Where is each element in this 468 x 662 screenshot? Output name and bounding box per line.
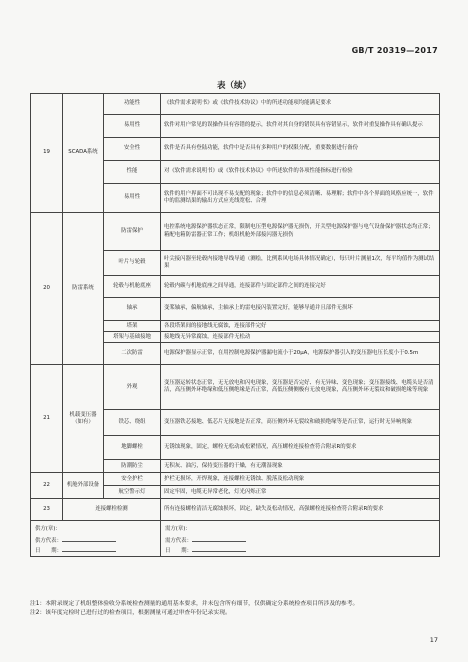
buyer-date-label: 日 期：: [165, 548, 192, 555]
check-content: 变桨轴承，偏航轴承，主轴承上的雷电接闪装置完好，能够导通并且部件无损坏: [161, 298, 440, 321]
supplier-rep-label: 供方代表：: [35, 538, 62, 545]
check-item: 叶片与轮毂: [104, 251, 161, 276]
check-item: 二次防雷: [104, 343, 161, 365]
row-number: 20: [31, 213, 63, 365]
buyer-seal-label: 需方(章)：: [165, 526, 191, 533]
system-name: 防雷系统: [63, 213, 104, 365]
check-content: 变压器铁芯接地、低芯片无接地是否正常，高压侧外环无裂纹和破损绝缘等是否正常，运行时无异响现象: [161, 410, 440, 436]
check-item: 轴承: [104, 298, 161, 321]
check-item: 防雷保护: [104, 213, 161, 251]
footnotes: [30, 600, 442, 617]
table-row: [31, 94, 440, 115]
check-content: 固定牢固，电缆无异常老化，灯光闪烁正常: [161, 486, 440, 499]
check-item: 塔架与基础接地: [104, 332, 161, 343]
check-content: 电控系统电源保护器状态正常，限制电压型电源保护器无损伤，开关型电源保护器与电气设备保护器状态均正常；箱配电箱防雷器正常工作；机组机舱外部接闪器无损伤: [161, 213, 440, 251]
check-content: 软件对用户常见的误操作具有容错的提示，软件对其自身的错误具有容错显示，软件对重复操作具有确认提示: [161, 115, 440, 138]
check-content: 无锈蚀现象，固定，螺栓无松动或松紧情况，高压螺栓连接检查符合附录R的要求: [161, 436, 440, 460]
system-name: 机载变压器（如有）: [63, 365, 104, 473]
check-content: 各段塔架间的接地线无腐蚀，连接部件完好: [161, 321, 440, 332]
check-item: 安全性: [104, 138, 161, 161]
check-content: 护栏无损坏，开焊现象，连接螺栓无锈蚀、脱落及松动现象: [161, 473, 440, 486]
check-content: 轮毂内碳与机舱底座之间导通，连接部件与固定部件之间的连接完好: [161, 276, 440, 298]
table-row: [31, 365, 440, 410]
row-number: 22: [31, 473, 63, 499]
check-content: 所有连接螺栓清洁无腐蚀损坏，固定，缺失及松动情况，高强螺栓连接检查符合附录R的要求: [161, 499, 440, 521]
check-content: 软件是否具有登陆功能，软件中是否具有多种用户的权限分配，重要数据进行备份: [161, 138, 440, 161]
check-item: 防潮防尘: [104, 460, 161, 473]
buyer-date-line: [192, 544, 246, 552]
table-row: [31, 213, 440, 251]
page-number: 17: [429, 636, 438, 644]
table-row: [31, 499, 440, 521]
check-content: 变压器运转状态正常，无无放电和闪电现象，变压器是否完好、有无异味、变色现象；变压器接线、电缆头是否清洁，高压侧外环绝缘和低压侧绝缘是否正常，高低压侧侧极有无放电现象，高压侧外环无裂纹和破损绝缘等现象: [161, 365, 440, 410]
check-item: 轮毂与机舱底座: [104, 276, 161, 298]
check-item: 易用性: [104, 184, 161, 213]
row-number: 19: [31, 94, 63, 213]
table-caption: 表（续）: [216, 81, 251, 91]
signature-row: [31, 521, 440, 557]
system-name: 机舱外部设备: [63, 473, 104, 499]
check-item: 连接螺栓检测: [63, 499, 161, 521]
buyer-signature: [161, 521, 440, 557]
check-content: 无积灰、油污，保持变压器的干燥，有无潮湿现象: [161, 460, 440, 473]
check-item: 地脚螺栓: [104, 436, 161, 460]
inspection-table: [30, 93, 440, 557]
check-content: 叶尖接闪器至轮毂内接地导线导通（测绘，比例系风电场具体情况确定），每只叶片测量1次，每平均值作为测试结果: [161, 251, 440, 276]
row-number: 23: [31, 499, 63, 521]
check-content: 对《软件需求说明书》或《软件技术协议》中所述软件的各项性能指标进行检验: [161, 161, 440, 184]
buyer-rep-label: 需方代表：: [165, 538, 192, 545]
check-item: 性能: [104, 161, 161, 184]
supplier-date-line: [62, 544, 116, 552]
table-row: [31, 473, 440, 486]
check-item: 铁芯、绕组: [104, 410, 161, 436]
check-content: 电源保护器显示正常，在用控制电源保护器漏电流小于20μA，电源保护器引入的变压器电压长度小于0.5m: [161, 343, 440, 365]
row-number: 21: [31, 365, 63, 473]
supplier-rep-line: [62, 534, 116, 542]
standard-number: GB/T 20319—2017: [351, 46, 438, 55]
check-content: 软件的用户界面不可出现不易支配的现象；软件中的信息必须清晰、易理解；软件中各个界面的风格应统一，软件中的监测结果的输出方式应光线宽松、合理: [161, 184, 440, 213]
check-item: 外观: [104, 365, 161, 410]
note-2: 注2：该年度完检时已进行过的检查项目，根据测量可通过审查年份记录实现。: [30, 609, 231, 616]
check-item: 功能性: [104, 94, 161, 115]
system-name: SCADA系统: [63, 94, 104, 213]
note-1: 注1：本附录规定了机组整体验收分系统检查测量的通用基本要求，并未包含所有细节，仅供确定分系统检查项目所涉及的参考。: [30, 601, 359, 607]
supplier-signature: [31, 521, 161, 557]
check-item: 塔架: [104, 321, 161, 332]
check-item: 安全护栏: [104, 473, 161, 486]
check-content: 接地线无异常腐蚀，连接部件无松动: [161, 332, 440, 343]
check-item: 航空警示灯: [104, 486, 161, 499]
check-item: 易用性: [104, 115, 161, 138]
supplier-seal-label: 供方(章)：: [35, 526, 61, 533]
supplier-date-label: 日 期：: [35, 548, 62, 555]
check-content: 《软件需求说明书》或《软件技术协议》中的所述功能项均能满足要求: [161, 94, 440, 115]
buyer-rep-line: [192, 534, 246, 542]
